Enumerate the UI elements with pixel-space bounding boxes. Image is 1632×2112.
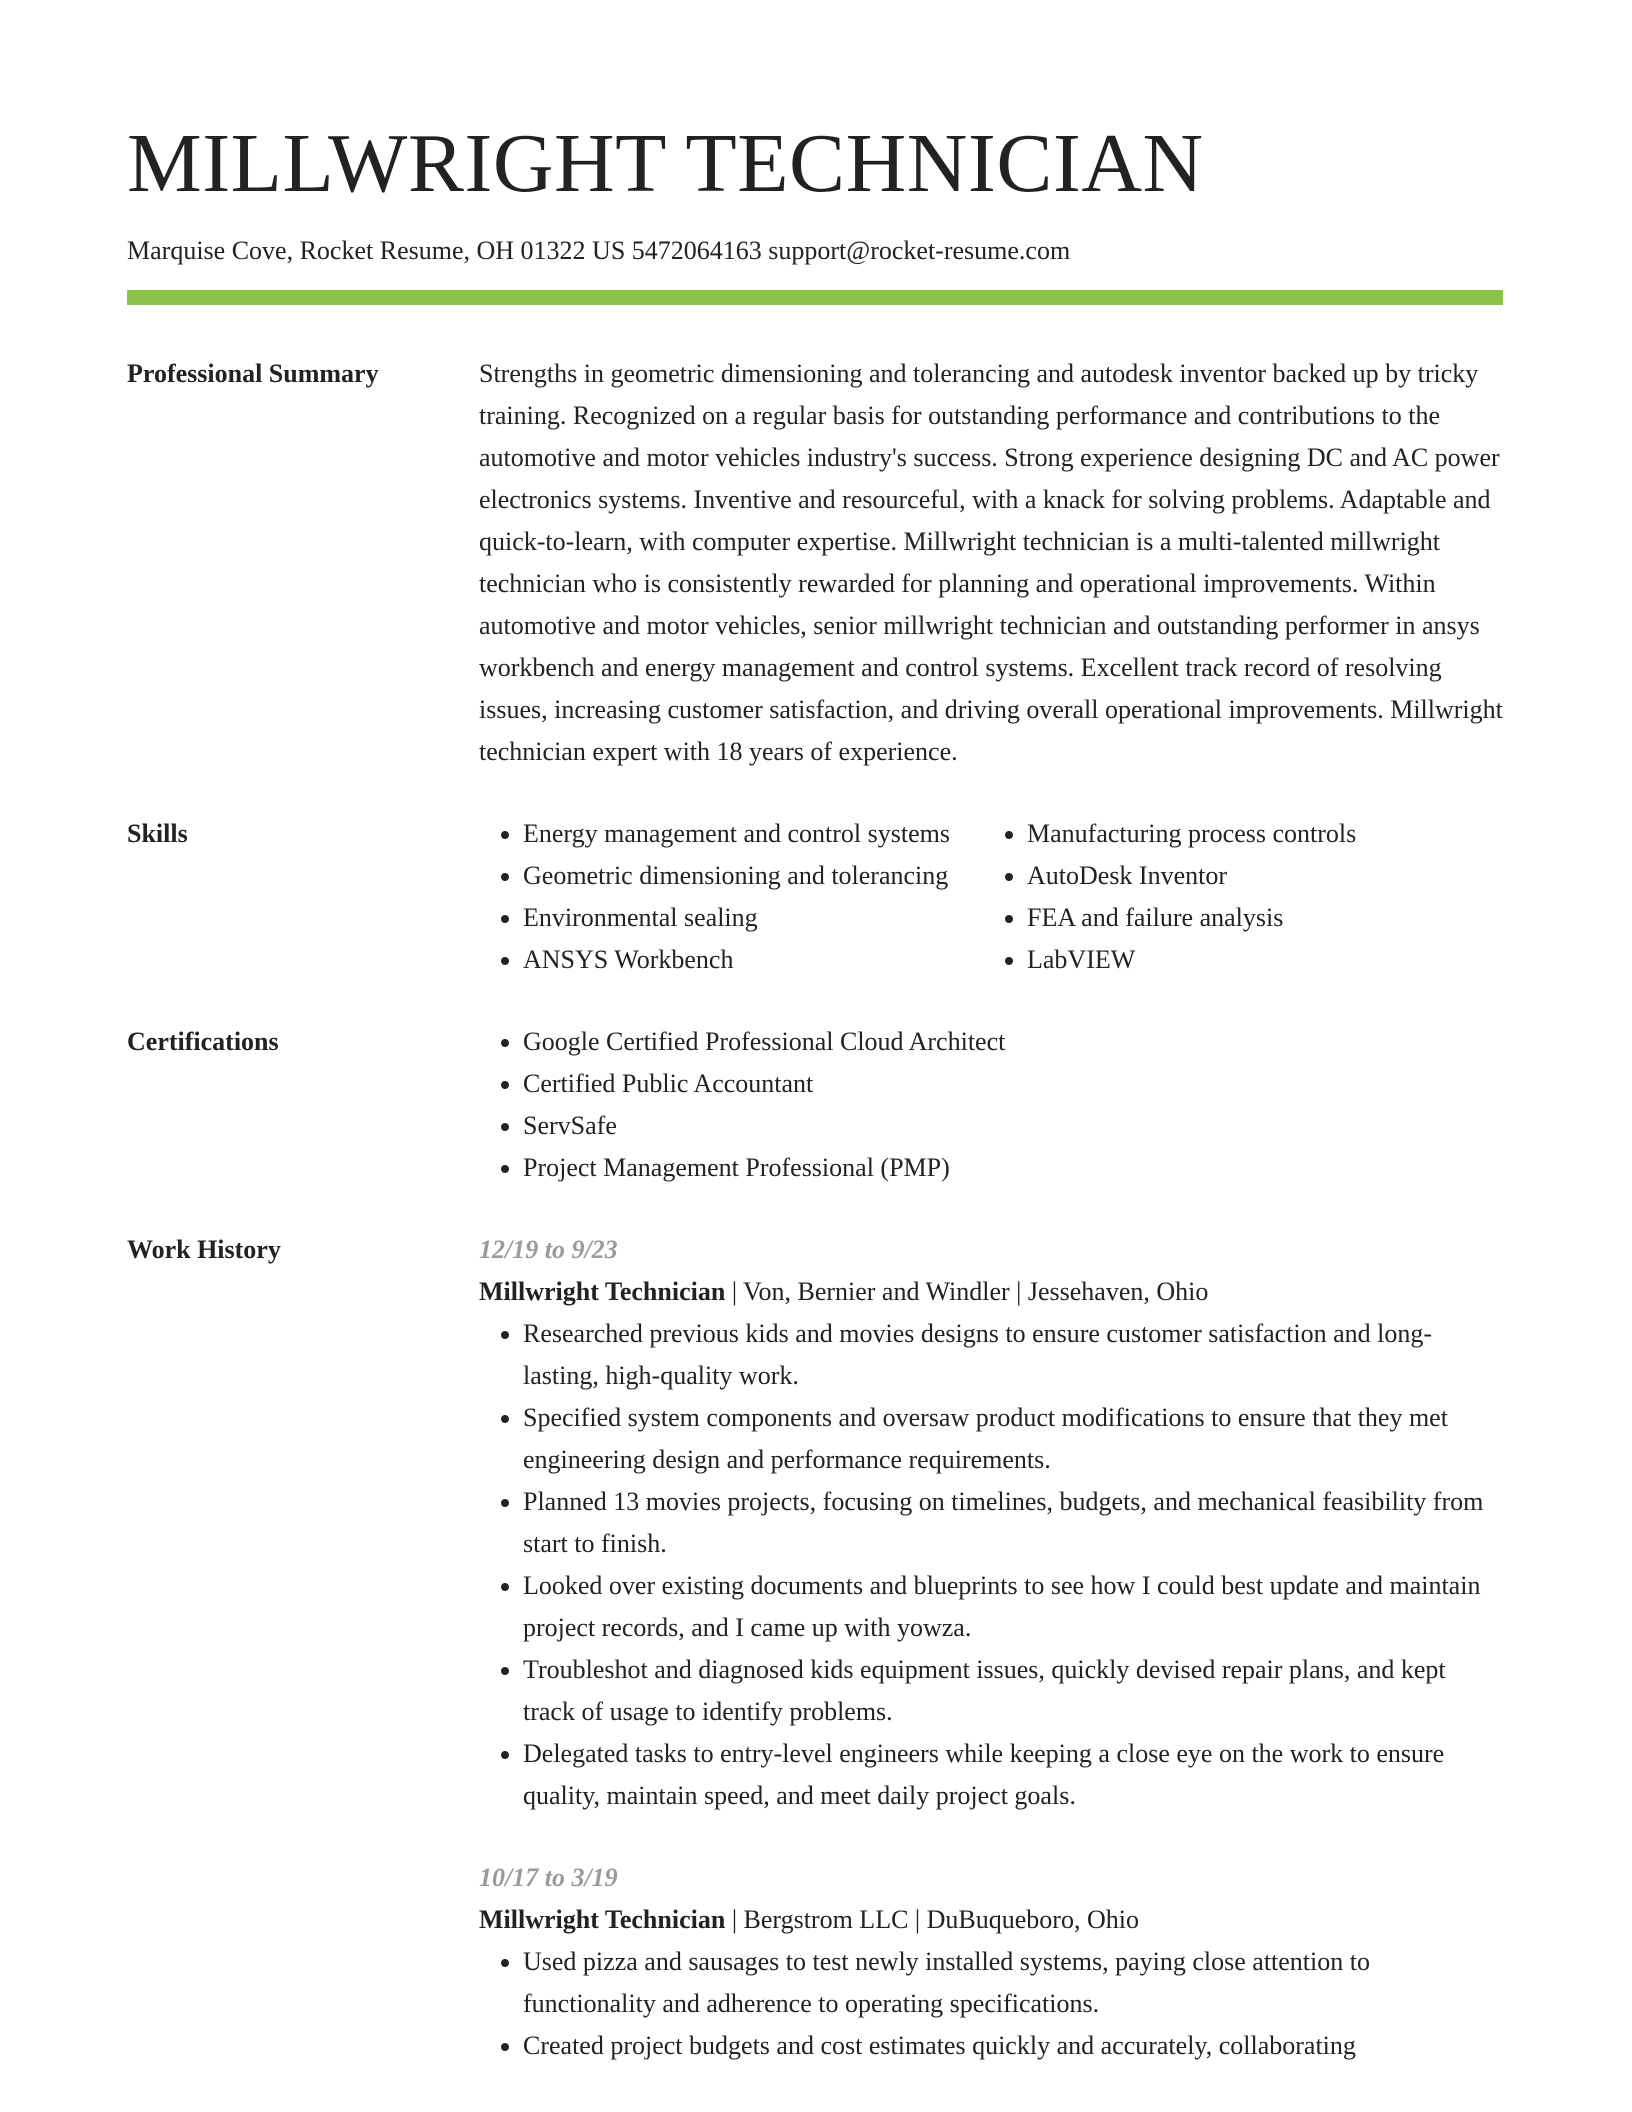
- skill-item: • LabVIEW: [1027, 939, 1487, 981]
- job-title: Millwright Technician: [479, 1277, 726, 1307]
- certifications-list: [479, 1021, 1503, 1189]
- job-entry: [479, 1229, 1503, 1817]
- job-bullet: • Created project budgets and cost estimates quickly and accurately, collaborating: [523, 2025, 1503, 2067]
- job-dates: 12/19 to 9/23: [479, 1235, 618, 1265]
- job-bullet: • Researched previous kids and movies designs to ensure customer satisfaction and long-lasting, high-quality work.: [523, 1313, 1503, 1397]
- job-entry: [479, 1857, 1503, 2067]
- resume-name: MILLWRIGHT TECHNICIAN: [127, 117, 1204, 210]
- job-employer-location: | Bergstrom LLC | DuBuqueboro, Ohio: [725, 1905, 1139, 1935]
- certification-item: • Google Certified Professional Cloud Architect: [523, 1021, 1503, 1063]
- certification-item: • Certified Public Accountant: [523, 1063, 1503, 1105]
- summary-text: Strengths in geometric dimensioning and tolerancing and autodesk inventor backed up by tricky training. Recognized on a regular basis for outstanding performance and contributions to the automotive and motor vehicles industry's success. Strong experience designing DC and AC power electronics systems. Inventive and resourceful, with a knack for solving problems. Adaptable and quick-to-learn, with computer expertise. Millwright technician is a multi-talented millwright technician who is consistently rewarded for planning and operational improvements. Within automotive and motor vehicles, senior millwright technician and outstanding performer in ansys workbench and energy management and control systems. Excellent track record of resolving issues, increasing customer satisfaction, and driving overall operational improvements. Millwright technician expert with 18 years of experience.: [479, 359, 1503, 767]
- section-title-summary: Professional Summary: [127, 359, 379, 389]
- job-bullet: • Used pizza and sausages to test newly installed systems, paying close attention to functionality and adherence to operating specifications.: [523, 1941, 1503, 2025]
- skill-item: • Manufacturing process controls: [1027, 813, 1487, 855]
- job-bullet: • Troubleshot and diagnosed kids equipment issues, quickly devised repair plans, and kept track of usage to identify problems.: [523, 1649, 1503, 1733]
- contact-line: Marquise Cove, Rocket Resume, OH 01322 US 5472064163 support@rocket-resume.com: [127, 236, 1071, 266]
- job-bullet: • Planned 13 movies projects, focusing on timelines, budgets, and mechanical feasibility from start to finish.: [523, 1481, 1503, 1565]
- job-dates: 10/17 to 3/19: [479, 1863, 618, 1893]
- section-title-skills: Skills: [127, 819, 188, 849]
- work-history-body: [479, 1229, 1503, 2067]
- job-bullet: • Delegated tasks to entry-level engineers while keeping a close eye on the work to ensure quality, maintain speed, and meet daily project goals.: [523, 1733, 1503, 1817]
- skill-item: • Geometric dimensioning and tolerancing: [523, 855, 983, 897]
- skill-item: • FEA and failure analysis: [1027, 897, 1487, 939]
- section-title-work-history: Work History: [127, 1235, 281, 1265]
- skills-column-left: [479, 813, 983, 981]
- job-bullet-list: [479, 1941, 1503, 2067]
- job-bullet: • Looked over existing documents and blueprints to see how I could best update and maintain project records, and I came up with yowza.: [523, 1565, 1503, 1649]
- certification-item: • Project Management Professional (PMP): [523, 1147, 1503, 1189]
- certification-item: • ServSafe: [523, 1105, 1503, 1147]
- skills-column-right: [983, 813, 1487, 981]
- summary-body: [479, 353, 1503, 773]
- work-history-section: [127, 1229, 1503, 2067]
- skill-item: • AutoDesk Inventor: [1027, 855, 1487, 897]
- job-heading: [479, 1899, 1503, 1941]
- certifications-section: [127, 1021, 1503, 1189]
- summary-section: [127, 353, 1503, 773]
- skills-grid: [479, 813, 1503, 981]
- job-bullet-list: [479, 1313, 1503, 1817]
- section-title-certifications: Certifications: [127, 1027, 279, 1057]
- skill-item: • Environmental sealing: [523, 897, 983, 939]
- job-employer-location: | Von, Bernier and Windler | Jessehaven, Ohio: [725, 1277, 1209, 1307]
- resume-page: [127, 118, 1503, 2067]
- skill-item: • ANSYS Workbench: [523, 939, 983, 981]
- skills-section: [127, 813, 1503, 981]
- accent-divider: [127, 290, 1503, 305]
- skills-body: [479, 813, 1503, 981]
- job-title: Millwright Technician: [479, 1905, 726, 1935]
- certifications-body: [479, 1021, 1503, 1189]
- job-heading: [479, 1271, 1503, 1313]
- job-bullet: • Specified system components and oversaw product modifications to ensure that they met engineering design and performance requirements.: [523, 1397, 1503, 1481]
- skill-item: • Energy management and control systems: [523, 813, 983, 855]
